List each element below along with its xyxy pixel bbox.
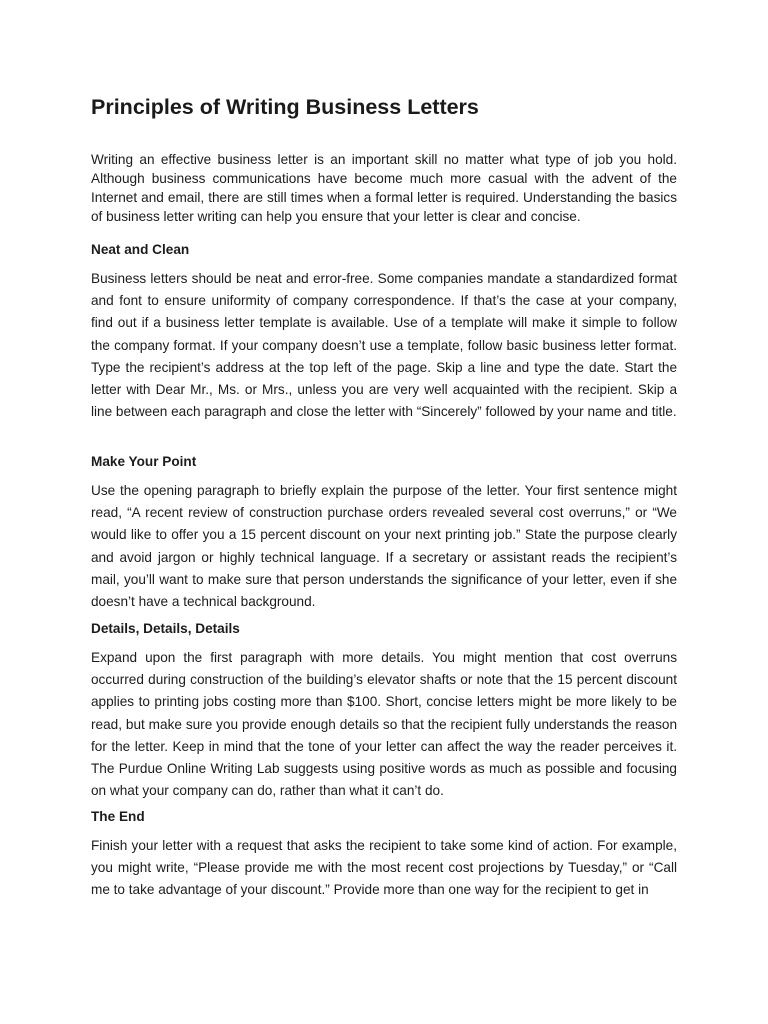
section-heading-make-your-point: Make Your Point: [91, 454, 197, 469]
section-body-neat-and-clean: Business letters should be neat and error-free. Some companies mandate a standardized format and font to ensure uniformity of company correspondence. If that’s the case at your company, find out if a business letter template is available. Use of a template will make it simple to follow the company format. If your company doesn’t use a template, follow basic business letter format. Type the recipient’s address at the top left of the page. Skip a line and type the date. Start the letter with Dear Mr., Ms. or Mrs., unless you are very well acquainted with the recipient. Skip a line between each paragraph and close the letter with “Sincerely” followed by your name and title.: [91, 271, 677, 420]
section-heading-the-end: The End: [91, 809, 145, 824]
document-title: Principles of Writing Business Letters: [91, 95, 479, 119]
section-body-make-your-point: Use the opening paragraph to briefly explain the purpose of the letter. Your first sentence might read, “A recent review of construction purchase orders revealed several cost overruns,” or “We would like to offer you a 15 percent discount on your next printing job.” State the purpose clearly and avoid jargon or highly technical language. If a secretary or assistant reads the recipient’s mail, you’ll want to make sure that person understands the significance of your letter, even if she doesn’t have a technical background.: [91, 483, 677, 610]
section-body-details: Expand upon the first paragraph with more details. You might mention that cost overruns occurred during construction of the building’s elevator shafts or note that the 15 percent discount applies to printing jobs costing more than $100. Short, concise letters might be more likely to be read, but make sure you provide enough details so that the recipient fully understands the reason for the letter. Keep in mind that the tone of your letter can affect the way the reader perceives it. The Purdue Online Writing Lab suggests using positive words as much as possible and focusing on what your company can do, rather than what it can’t do.: [91, 650, 677, 799]
section-heading-neat-and-clean: Neat and Clean: [91, 242, 190, 257]
section-heading-details: Details, Details, Details: [91, 621, 240, 636]
section-body-the-end: Finish your letter with a request that asks the recipient to take some kind of action. For example, you might write, “Please provide me with the most recent cost projections by Tuesday,” or “Call me to take advantage of your discount.” Provide more than one way for the recipient to get in: [91, 838, 677, 898]
intro-paragraph: Writing an effective business letter is an important skill no matter what type of job you hold. Although business communications have become much more casual with the advent of the Internet and email, there are still times when a formal letter is required. Understanding the basics of business letter writing can help you ensure that your letter is clear and concise.: [91, 152, 677, 224]
